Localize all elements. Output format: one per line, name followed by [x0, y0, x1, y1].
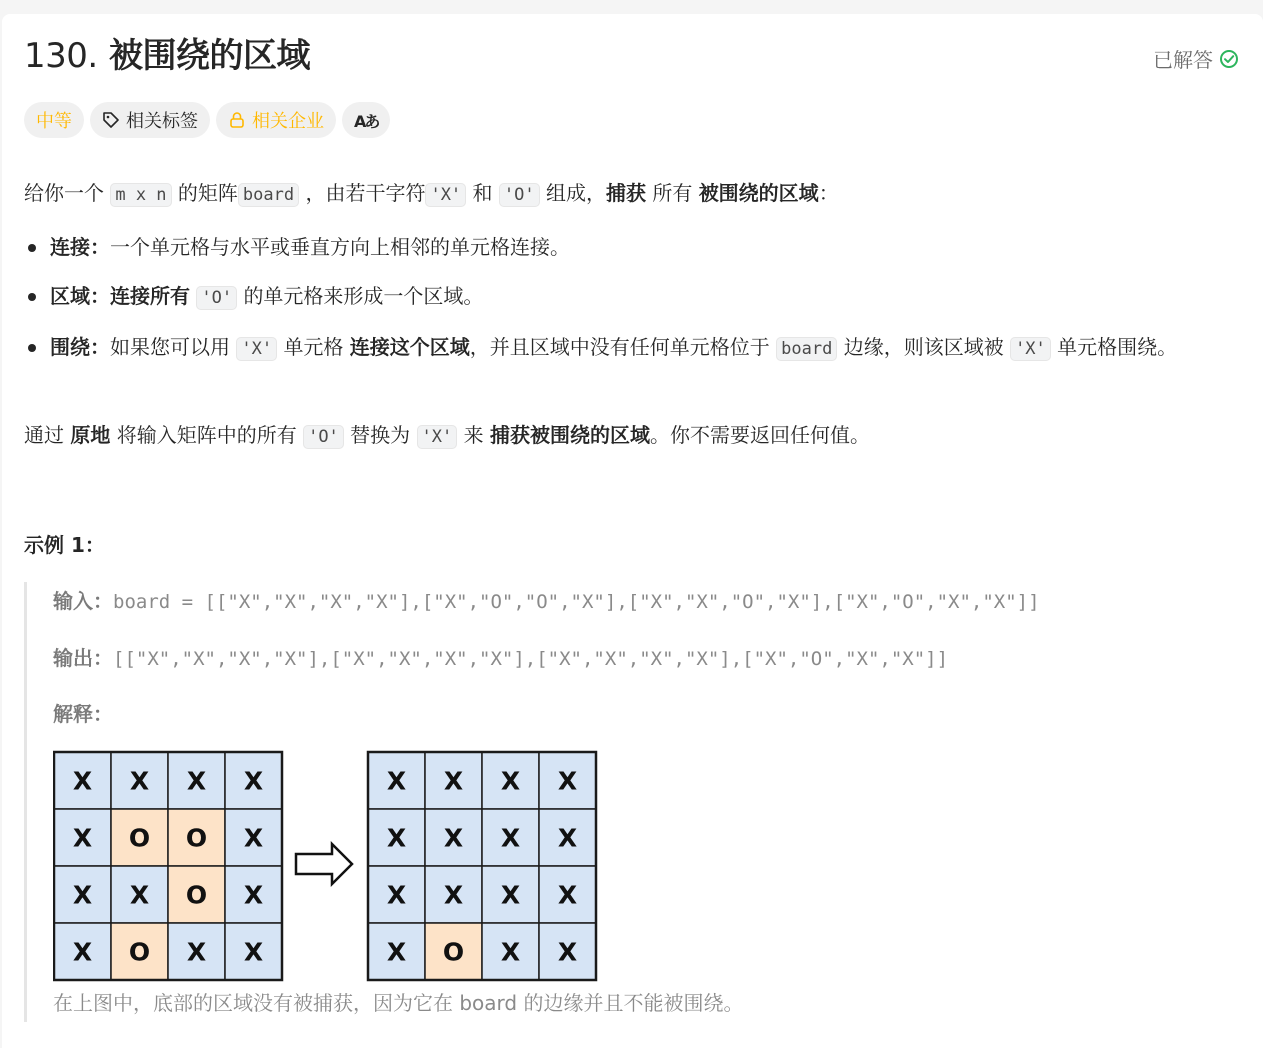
board-before-cell — [168, 752, 225, 809]
board-after-cell — [482, 752, 539, 809]
definition-list — [24, 232, 1204, 384]
outro-paragraph: 通过 原地 将输入矩阵中的所有 'O' 替换为 'X' 来 捕获被围绕的区域。你不需要返回任何值。 — [24, 423, 870, 447]
svg-text:O: O — [128, 937, 151, 967]
svg-text:O: O — [185, 823, 208, 853]
svg-text:X: X — [72, 937, 93, 967]
svg-text:X: X — [129, 766, 150, 796]
board-before-cell — [111, 866, 168, 923]
board-after-cell — [482, 923, 539, 980]
check-circle-icon — [1219, 49, 1239, 69]
list-item: 围绕：如果您可以用 'X' 单元格 连接这个区域，并且区域中没有任何单元格位于 board 边缘，则该区域被 'X' 单元格围绕。 — [24, 332, 1204, 365]
board-after-cell — [482, 866, 539, 923]
svg-text:X: X — [186, 937, 207, 967]
board-before-cell — [111, 809, 168, 866]
list-item: 区域：连接所有 'O' 的单元格来形成一个区域。 — [24, 281, 1204, 313]
tag-bar — [24, 102, 390, 138]
related-companies-button[interactable]: 相关企业 — [216, 102, 336, 138]
svg-text:X: X — [186, 766, 207, 796]
board-before-cell — [225, 923, 282, 980]
svg-text:X: X — [500, 880, 521, 910]
lock-icon — [228, 111, 246, 129]
svg-text:X: X — [500, 823, 521, 853]
board-before-cell — [54, 809, 111, 866]
svg-text:X: X — [386, 937, 407, 967]
svg-text:X: X — [129, 880, 150, 910]
svg-text:X: X — [443, 880, 464, 910]
example-block — [24, 582, 1224, 1022]
board-after-cell — [425, 866, 482, 923]
svg-text:O: O — [442, 937, 465, 967]
difficulty-badge: 中等 — [24, 102, 84, 138]
board-before-cell — [54, 752, 111, 809]
related-tags-button[interactable]: 相关标签 — [90, 102, 210, 138]
example-caption: 在上图中，底部的区域没有被捕获，因为它在 board 的边缘并且不能被围绕。 — [53, 991, 744, 1015]
board-before-cell — [54, 866, 111, 923]
translate-icon: Aあ — [354, 111, 379, 131]
svg-text:X: X — [443, 823, 464, 853]
svg-text:X: X — [386, 823, 407, 853]
svg-text:X: X — [557, 823, 578, 853]
board-before-cell — [168, 866, 225, 923]
board-after-cell — [539, 752, 596, 809]
example-title: 示例 1： — [24, 533, 105, 557]
svg-text:X: X — [386, 766, 407, 796]
svg-text:X: X — [443, 766, 464, 796]
board-before-cell — [111, 752, 168, 809]
board-after-cell — [425, 809, 482, 866]
board-before-cell — [225, 809, 282, 866]
board-after-cell — [368, 866, 425, 923]
svg-text:O: O — [185, 880, 208, 910]
solved-status — [1153, 44, 1239, 73]
svg-text:X: X — [386, 880, 407, 910]
svg-text:X: X — [72, 766, 93, 796]
example-explanation-label: 解释： — [53, 702, 113, 726]
svg-text:X: X — [72, 880, 93, 910]
svg-text:O: O — [128, 823, 151, 853]
board-after-cell — [539, 866, 596, 923]
intro-paragraph: 给你一个 m x n 的矩阵 board ，由若干字符 'X' 和 'O' 组成，捕获 所有 被围绕的区域： — [24, 181, 839, 205]
board-before-cell — [111, 923, 168, 980]
board-after-cell — [425, 923, 482, 980]
svg-text:X: X — [243, 937, 264, 967]
board-before-cell — [168, 923, 225, 980]
svg-text:X: X — [557, 880, 578, 910]
board-after-cell — [368, 809, 425, 866]
svg-text:X: X — [557, 766, 578, 796]
svg-text:X: X — [243, 880, 264, 910]
board-after-cell — [368, 752, 425, 809]
svg-text:X: X — [243, 823, 264, 853]
title-row — [24, 36, 1239, 76]
list-item: 连接：一个单元格与水平或垂直方向上相邻的单元格连接。 — [24, 232, 1204, 262]
svg-text:X: X — [557, 937, 578, 967]
translate-button[interactable] — [342, 102, 390, 138]
svg-text:X: X — [243, 766, 264, 796]
board-before-cell — [225, 752, 282, 809]
example-input: 输入：board = [["X","X","X","X"],["X","O","O","X"],["X","X","O","X"],["X","O","X","X"]] — [53, 589, 1040, 613]
problem-title[interactable]: 130. 被围绕的区域 — [24, 36, 311, 76]
arrow-right-icon — [296, 844, 352, 884]
svg-text:X: X — [500, 937, 521, 967]
tag-icon — [102, 111, 120, 129]
board-after-cell — [368, 923, 425, 980]
solved-label: 已解答 — [1153, 48, 1213, 72]
board-before-cell — [225, 866, 282, 923]
board-after-cell — [482, 809, 539, 866]
svg-text:X: X — [72, 823, 93, 853]
board-after-cell — [425, 752, 482, 809]
example-output: 输出：[["X","X","X","X"],["X","X","X","X"],["X","X","X","X"],["X","O","X","X"]] — [53, 646, 949, 670]
board-after-cell — [539, 923, 596, 980]
svg-text:X: X — [500, 766, 521, 796]
board-diagram — [53, 750, 613, 984]
board-before-cell — [54, 923, 111, 980]
board-before-cell — [168, 809, 225, 866]
board-after-cell — [539, 809, 596, 866]
